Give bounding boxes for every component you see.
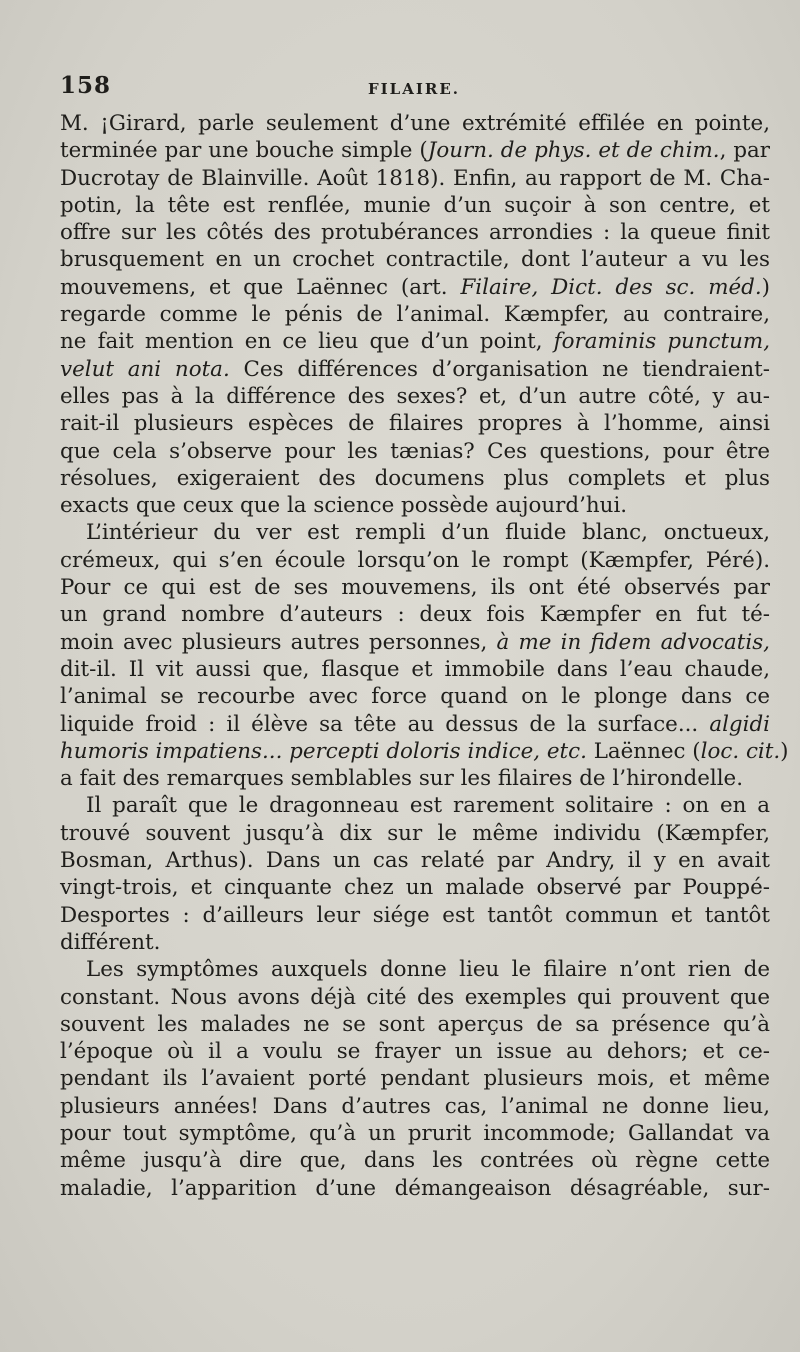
text-line: rait-il plusieurs espèces de filaires propres à l’homme, ainsi bbox=[60, 411, 770, 437]
text-line: pour tout symptôme, qu’à un prurit incommode; Gallandat va bbox=[60, 1120, 770, 1146]
italic-segment: loc. cit. bbox=[700, 738, 781, 764]
text-segment: terminée par une bouche simple ( bbox=[60, 138, 428, 164]
text-line: brusquement en un crochet contractile, dont l’auteur a vu les bbox=[60, 247, 770, 273]
text-line: l’animal se recourbe avec force quand on le plonge dans ce bbox=[60, 684, 770, 710]
text-segment: mouvemens, et que Laënnec (art. bbox=[60, 274, 461, 300]
text-line bbox=[60, 328, 770, 355]
text-line: différent. bbox=[60, 929, 161, 955]
italic-segment: Journ. de phys. et de chim. bbox=[427, 138, 720, 164]
italic-segment: velut ani nota. bbox=[60, 356, 230, 382]
page-header bbox=[60, 72, 768, 104]
text-segment: ne fait mention en ce lieu que d’un point, bbox=[60, 329, 554, 355]
text-line: trouvé souvent jusqu’à dix sur le même individu (Kæmpfer, bbox=[60, 820, 770, 846]
text-line: Les symptômes auxquels donne lieu le filaire n’ont rien de bbox=[86, 957, 770, 983]
text-line: elles pas à la différence des sexes? et, d’un autre côté, y au- bbox=[60, 383, 770, 409]
text-line: maladie, l’apparition d’une démangeaison désagréable, sur- bbox=[60, 1175, 770, 1201]
text-line: plusieurs années! Dans d’autres cas, l’animal ne donne lieu, bbox=[60, 1093, 770, 1119]
text-line bbox=[60, 711, 770, 738]
text-line: vingt-trois, et cinquante chez un malade observé par Pouppé- bbox=[60, 875, 770, 901]
text-segment: ) bbox=[780, 738, 789, 764]
text-line: crémeux, qui s’en écoule lorsqu’on le rompt (Kæmpfer, Péré). bbox=[60, 547, 770, 573]
text-segment: Ces différences d’organisation ne tiendraient- bbox=[229, 356, 771, 382]
text-line: potin, la tête est renflée, munie d’un suçoir à son centre, et bbox=[60, 192, 770, 218]
text-line: un grand nombre d’auteurs : deux fois Kæmpfer en fut té- bbox=[60, 602, 770, 628]
text-line: L’intérieur du ver est rempli d’un fluide blanc, onctueux, bbox=[86, 520, 770, 546]
text-line bbox=[60, 738, 789, 765]
text-line: pendant ils l’avaient porté pendant plusieurs mois, et même bbox=[60, 1066, 770, 1092]
text-line: Bosman, Arthus). Dans un cas relaté par Andry, il y en avait bbox=[60, 848, 770, 874]
italic-segment: à me in fidem advocatis, bbox=[496, 629, 770, 655]
italic-segment: humoris impatiens... percepti doloris indice, etc. bbox=[60, 738, 587, 764]
text-line: souvent les malades ne se sont aperçus de sa présence qu’à bbox=[60, 1011, 770, 1037]
text-segment: liquide froid : il élève sa tête au dessus de la surface... bbox=[60, 711, 710, 737]
text-line: résolues, exigeraient des documens plus complets et plus bbox=[60, 465, 770, 491]
text-line: a fait des remarques semblables sur les filaires de l’hirondelle. bbox=[60, 766, 744, 792]
text-line: que cela s’observe pour les tænias? Ces questions, pour être bbox=[60, 438, 770, 464]
text-line bbox=[60, 137, 770, 164]
text-line: offre sur les côtés des protubérances arrondies : la queue finit bbox=[60, 220, 770, 246]
italic-segment: Filaire, Dict. des sc. méd. bbox=[460, 274, 762, 300]
text-line: regarde comme le pénis de l’animal. Kæmpfer, au contraire, bbox=[60, 302, 770, 328]
body-text bbox=[60, 110, 789, 1202]
text-line: dit-il. Il vit aussi que, flasque et immobile dans l’eau chaude, bbox=[60, 656, 770, 682]
text-line: même jusqu’à dire que, dans les contrées où règne cette bbox=[60, 1148, 770, 1174]
text-line bbox=[60, 629, 770, 656]
italic-segment: foraminis punctum, bbox=[553, 329, 770, 355]
text-line: exacts que ceux que la science possède aujourd’hui. bbox=[60, 493, 628, 519]
text-line: Il paraît que le dragonneau est rarement solitaire : on en a bbox=[86, 793, 770, 819]
text-line bbox=[60, 356, 770, 383]
text-line: M. ¡Girard, parle seulement d’une extrémité effilée en pointe, bbox=[60, 111, 770, 136]
text-line: constant. Nous avons déjà cité des exemples qui prouvent que bbox=[60, 984, 770, 1010]
text-segment: Laënnec ( bbox=[586, 738, 701, 764]
text-line bbox=[60, 274, 770, 301]
text-line: l’époque où il a voulu se frayer un issue au dehors; et ce- bbox=[60, 1039, 770, 1065]
text-segment: , par bbox=[719, 138, 771, 164]
page-number: 158 bbox=[60, 72, 112, 99]
italic-segment: algidi bbox=[709, 711, 770, 737]
text-line: Desportes : d’ailleurs leur siége est tantôt commun et tantôt bbox=[60, 902, 770, 928]
text-segment: ) bbox=[761, 274, 770, 300]
text-line: Pour ce qui est de ses mouvemens, ils ont été observés par bbox=[60, 575, 770, 601]
running-title: FILAIRE. bbox=[368, 80, 460, 98]
text-segment: moin avec plusieurs autres personnes, bbox=[60, 629, 497, 655]
text-line: Ducrotay de Blainville. Août 1818). Enfin, au rapport de M. Cha- bbox=[60, 165, 770, 191]
